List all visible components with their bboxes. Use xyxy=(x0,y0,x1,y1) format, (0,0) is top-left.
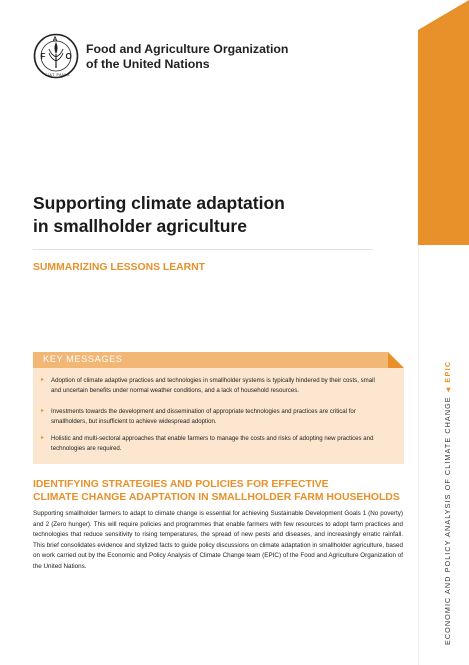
key-messages-header xyxy=(33,352,388,368)
section-title-line1: IDENTIFYING STRATEGIES AND POLICIES FOR EFFECTIVE xyxy=(33,479,329,490)
logo-motto: FIAT PANIS xyxy=(45,73,70,77)
document-subtitle: SUMMARIZING LESSONS LEARNT xyxy=(33,262,206,273)
title-line1: Supporting climate adaptation xyxy=(33,193,285,213)
org-name-line2: of the United Nations xyxy=(86,57,210,71)
side-band-corner-cut xyxy=(418,0,469,30)
key-message-text: Holistic and multi-sectoral approaches that enable farmers to manage the costs and risks of adopting new practices and technologies are required. xyxy=(51,435,374,452)
bullet-arrow-icon: ▸ xyxy=(41,435,45,441)
section-body: Supporting smallholder farmers to adapt to climate change is essential for achieving Sustainable Development Goals 1 (No poverty) and 2 (Zero hunger). This will require policies and programmes that enable farmers with few resources to adopt farm practices and technologies that reduce sensitivity to rising temperatures, the spread of new pests and diseases, and increasingly erratic rainfall. This brief consolidates evidence and stylized facts to guide policy discussions on climate adaptation in smallholder agriculture, based on work carried out by the Economic and Policy Analysis of Climate Change team (EPIC) of the Food and Agriculture Organization of the United Nations. xyxy=(33,510,403,570)
key-message-item xyxy=(41,407,386,426)
bullet-arrow-icon: ▸ xyxy=(41,408,45,414)
key-message-text: Adoption of climate adaptive practices and technologies in smallholder systems is typically hindered by their costs, small and uncertain benefits under normal weather conditions, and a lack of household resources. xyxy=(51,377,375,394)
document-title xyxy=(33,192,285,238)
title-divider xyxy=(33,249,373,250)
side-accent-band xyxy=(418,0,469,245)
key-messages-box xyxy=(33,368,404,464)
bullet-arrow-icon: ▸ xyxy=(41,377,45,383)
org-name-line1: Food and Agriculture Organization xyxy=(86,42,289,56)
series-tag: EPIC xyxy=(443,360,452,383)
key-messages-corner xyxy=(388,352,404,368)
logo-letter-a: A xyxy=(52,36,58,44)
key-messages-label: KEY MESSAGES xyxy=(43,354,123,364)
key-message-text: Investments towards the development and dissemination of appropriate technologies and practices are critical for smallholders, but insufficient to achieve widespread adoption. xyxy=(51,408,356,425)
logo-letter-o: O xyxy=(65,52,72,61)
series-label-vertical xyxy=(443,361,452,645)
organization-name xyxy=(86,42,288,72)
key-message-item xyxy=(41,434,386,453)
series-label: ECONOMIC AND POLICY ANALYSIS OF CLIMATE CHANGE xyxy=(443,396,452,645)
title-line2: in smallholder agriculture xyxy=(33,216,247,236)
logo-letter-f: F xyxy=(40,52,46,61)
triangle-icon: ◀ xyxy=(446,386,452,393)
section-title-line2: CLIMATE CHANGE ADAPTATION IN SMALLHOLDER FARM HOUSEHOLDS xyxy=(33,492,400,503)
section-title xyxy=(33,478,400,504)
key-message-item xyxy=(41,376,386,395)
fao-logo-icon xyxy=(33,33,79,79)
